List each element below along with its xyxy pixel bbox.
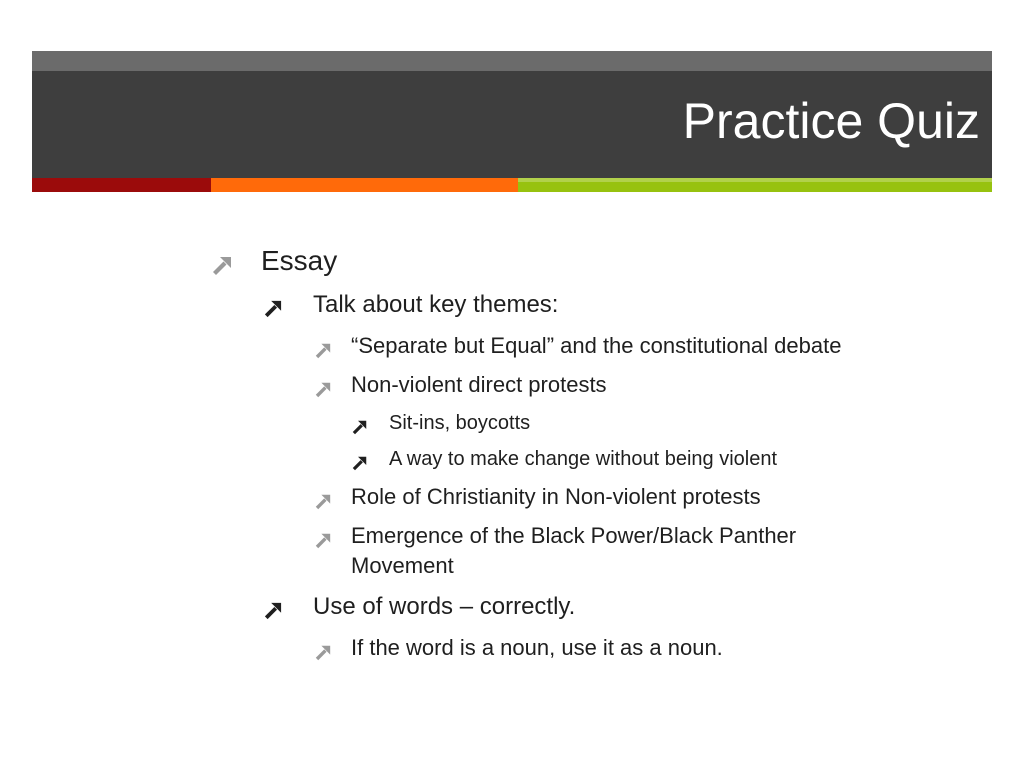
accent-bar-orange: [211, 178, 518, 192]
arrow-up-right-gray-icon: [315, 527, 331, 557]
accent-bar-green-highlight: [518, 178, 992, 182]
accent-bar-red: [32, 178, 211, 192]
bullet-text: Talk about key themes:: [313, 291, 559, 318]
bullet-text: Essay: [261, 245, 338, 276]
bullet-text: Use of words – correctly.: [313, 593, 576, 620]
arrow-up-right-gray-icon: [315, 376, 331, 406]
arrow-up-right-dark-icon: [352, 452, 367, 478]
arrow-up-right-gray-icon: [315, 639, 331, 669]
bullet-text: “Separate but Equal” and the constitutional debate: [351, 333, 842, 358]
bullet-text: If the word is a noun, use it as a noun.: [351, 635, 723, 660]
arrow-up-right-dark-icon: [264, 296, 282, 326]
bullet-text: Non-violent direct protests: [351, 372, 607, 397]
arrow-up-right-gray-icon: [315, 488, 331, 518]
arrow-up-right-gray-icon: [315, 337, 331, 367]
header-top-strip: [32, 51, 992, 71]
accent-bar-green: [518, 178, 992, 192]
bullet-text: Role of Christianity in Non-violent protests: [351, 484, 761, 509]
arrow-up-right-gray-icon: [212, 251, 232, 283]
bullet-text: Sit-ins, boycotts: [389, 412, 531, 434]
arrow-up-right-dark-icon: [352, 416, 367, 442]
bullet-text: Emergence of the Black Power/Black Panther: [351, 523, 797, 548]
slide-title: Practice Quiz: [682, 93, 980, 149]
arrow-up-right-dark-icon: [264, 598, 282, 628]
title-bar: [32, 71, 992, 178]
bullet-text-continuation: Movement: [351, 553, 454, 578]
bullet-text: A way to make change without being violent: [389, 448, 778, 470]
